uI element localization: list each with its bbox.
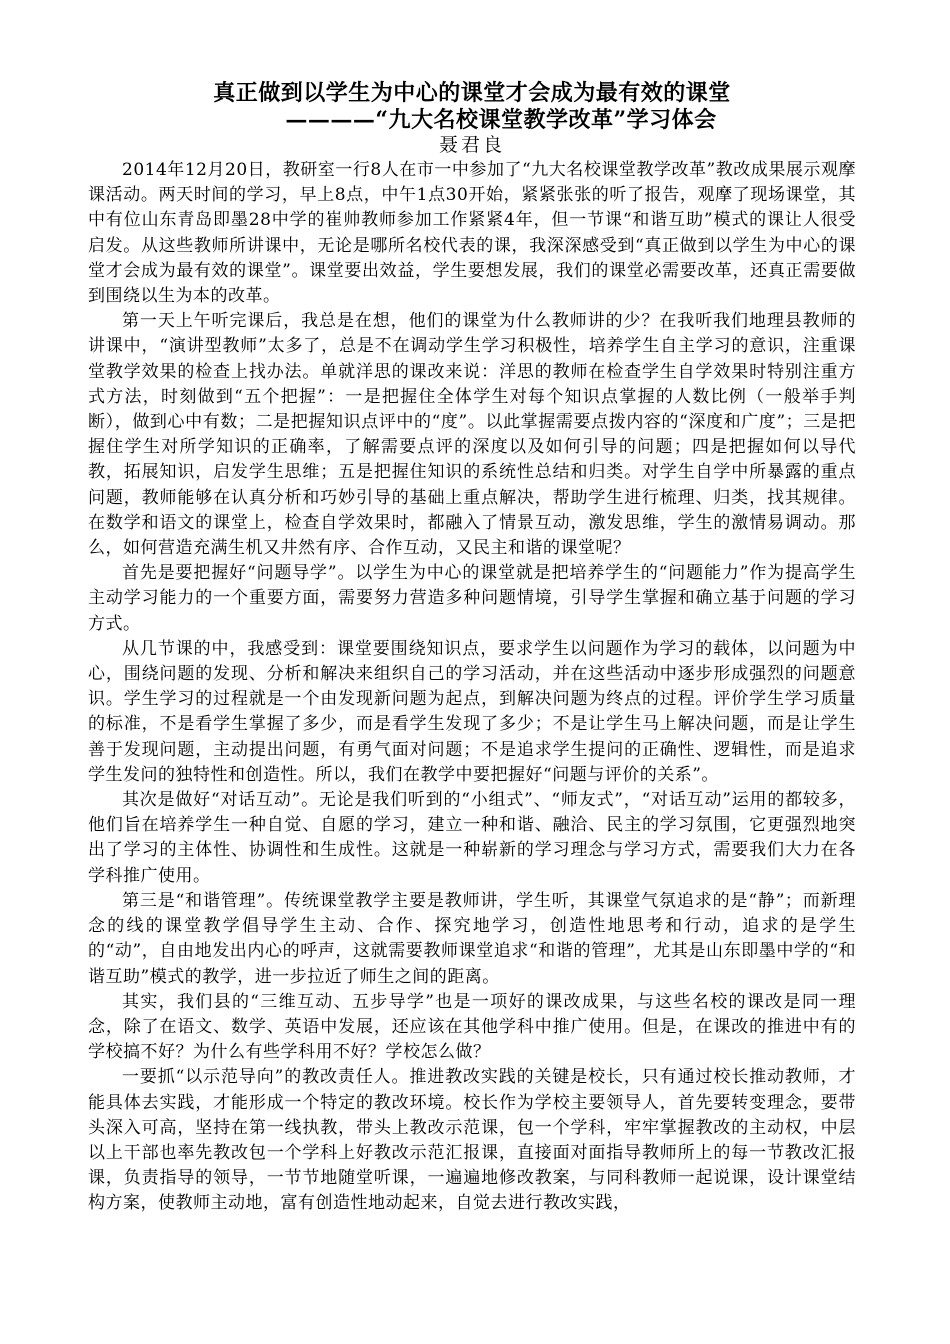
document-subtitle: ————“九大名校课堂教学改革”学习体会 <box>285 107 717 133</box>
paragraph-observations: 从几节课的中，我感受到：课堂要围绕知识点，要求学生以问题作为学习的载体，以问题为中心，围绕问题的发现、分析和解决来组织自己的学习活动，并在这些活动中逐步形成强烈的问题意识。学生学习的过程就是一个由发现新问题为起点，到解决问题为终点的过程。评价学生学习质量的标准，不是看学生掌握了多少，而是看学生发现了多少；不是让学生马上解决问题，而是让学生善于发现问题，主动提出问题，有勇气面对问题；不是追求学生提问的正确性、逻辑性，而是追求学生发问的独特性和创造性。所以，我们在教学中要把握好“问题与评价的关系”。 <box>88 638 856 785</box>
author-name: 聂君良 <box>438 134 505 156</box>
paragraph-problem-guided-learning: 首先是要把握好“问题导学”。以学生为中心的课堂就是把培养学生的“问题能力”作为提高学生主动学习能力的一个重要方面，需要努力营造多种问题情境，引导学生掌握和确立基于问题的学习方式。 <box>88 563 856 634</box>
paragraph-intro: 2014年12月20日，教研室一行8人在市一中参加了“九大名校课堂教学改革”教改成果展示观摩课活动。两天时间的学习，早上8点，中午1点30开始，紧紧张张的听了报告，观摩了现场课堂，其中有位山东青岛即墨28中学的崔帅教师参加工作紧紧4年，但一节课“和谐互助”模式的课让人很受启发。从这些教师所讲课中，无论是哪所名校代表的课，我深深感受到“真正做到以学生为中心的课堂才会成为最有效的课堂”。课堂要出效益，学生要想发展，我们的课堂必需要改革，还真正需要做到围绕以生为本的改革。 <box>88 160 856 307</box>
paragraph-county-reform: 其实，我们县的“三维互动、五步导学”也是一项好的课改成果，与这些名校的课改是同一理念，除了在语文、数学、英语中发展，还应该在其他学科中推广使用。但是，在课改的推进中有的学校搞不好？为什么有些学科用不好？学校怎么做？ <box>88 991 856 1063</box>
paragraph-principal-role: 一要抓“以示范导向”的教改责任人。推进教改实践的关键是校长，只有通过校长推动教师，才能具体去实践，才能形成一个特定的教改环境。校长作为学校主要领导人，首先要转变理念，要带头深入可高，坚持在第一线执教，带头上教改示范课，包一个学科，牢牢掌握教改的主动权，中层以上干部也率先教改包一个学科上好教改示范汇报课，直接面对面指导教师所上的每一节教改汇报课，负责指导的领导，一节节地随堂听课，一遍遍地修改教案，与同科教师一起说课，设计课堂结构方案，使教师主动地，富有创造性地动起来，自觉去进行教改实践， <box>88 1067 856 1214</box>
paragraph-dialogue-interaction: 其次是做好“对话互动”。无论是我们听到的“小组式”、“师友式”，“对话互动”运用的都较多，他们旨在培养学生一种自觉、自愿的学习，建立一种和谐、融洽、民主的学习氛围，它更强烈地突出了学习的主体性、协调性和生成性。这就是一种崭新的学习理念与学习方式，需要我们大力在各学科推广使用。 <box>88 790 856 886</box>
document-page <box>88 80 856 1217</box>
document-title: 真正做到以学生为中心的课堂才会成为最有效的课堂 <box>213 80 731 106</box>
paragraph-reflection: 第一天上午听完课后，我总是在想，他们的课堂为什么教师讲的少？在我听我们地理县教师的讲课中，“演讲型教师”太多了，总是不在调动学生学习积极性，培养学生自主学习的意识，注重课堂教学效果的检查上找办法。单就洋思的课改来说：洋思的教师在检查学生自学效果时特别注重方式方法，时刻做到“五个把握”：一是把握住全体学生对每个知识点掌握的人数比例（一般举手判断），做到心中有数；二是把握知识点评中的“度”。以此掌握需要点拨内容的“深度和广度”；三是把握住学生对所学知识的正确率，了解需要点评的深度以及如何引导的问题；四是把握如何以导代教，拓展知识，启发学生思维；五是把握住知识的系统性总结和归类。对学生自学中所暴露的重点问题，教师能够在认真分析和巧妙引导的基础上重点解决，帮助学生进行梳理、归类，找其规律。在数学和语文的课堂上，检查自学效果时，都融入了情景互动，激发思维，学生的激情易调动。那么，如何营造充满生机又井然有序、合作互动，又民主和谐的课堂呢？ <box>88 311 856 559</box>
paragraph-harmonious-management: 第三是“和谐管理”。传统课堂教学主要是教师讲，学生听，其课堂气氛追求的是“静”；而新理念的线的课堂教学倡导学生主动、合作、探究地学习，创造性地思考和行动，追求的是学生的“动”，自由地发出内心的呼声，这就需要教师课堂追求“和谐的管理”，尤其是山东即墨中学的“和谐互助”模式的教学，进一步拉近了师生之间的距离。 <box>88 890 856 987</box>
